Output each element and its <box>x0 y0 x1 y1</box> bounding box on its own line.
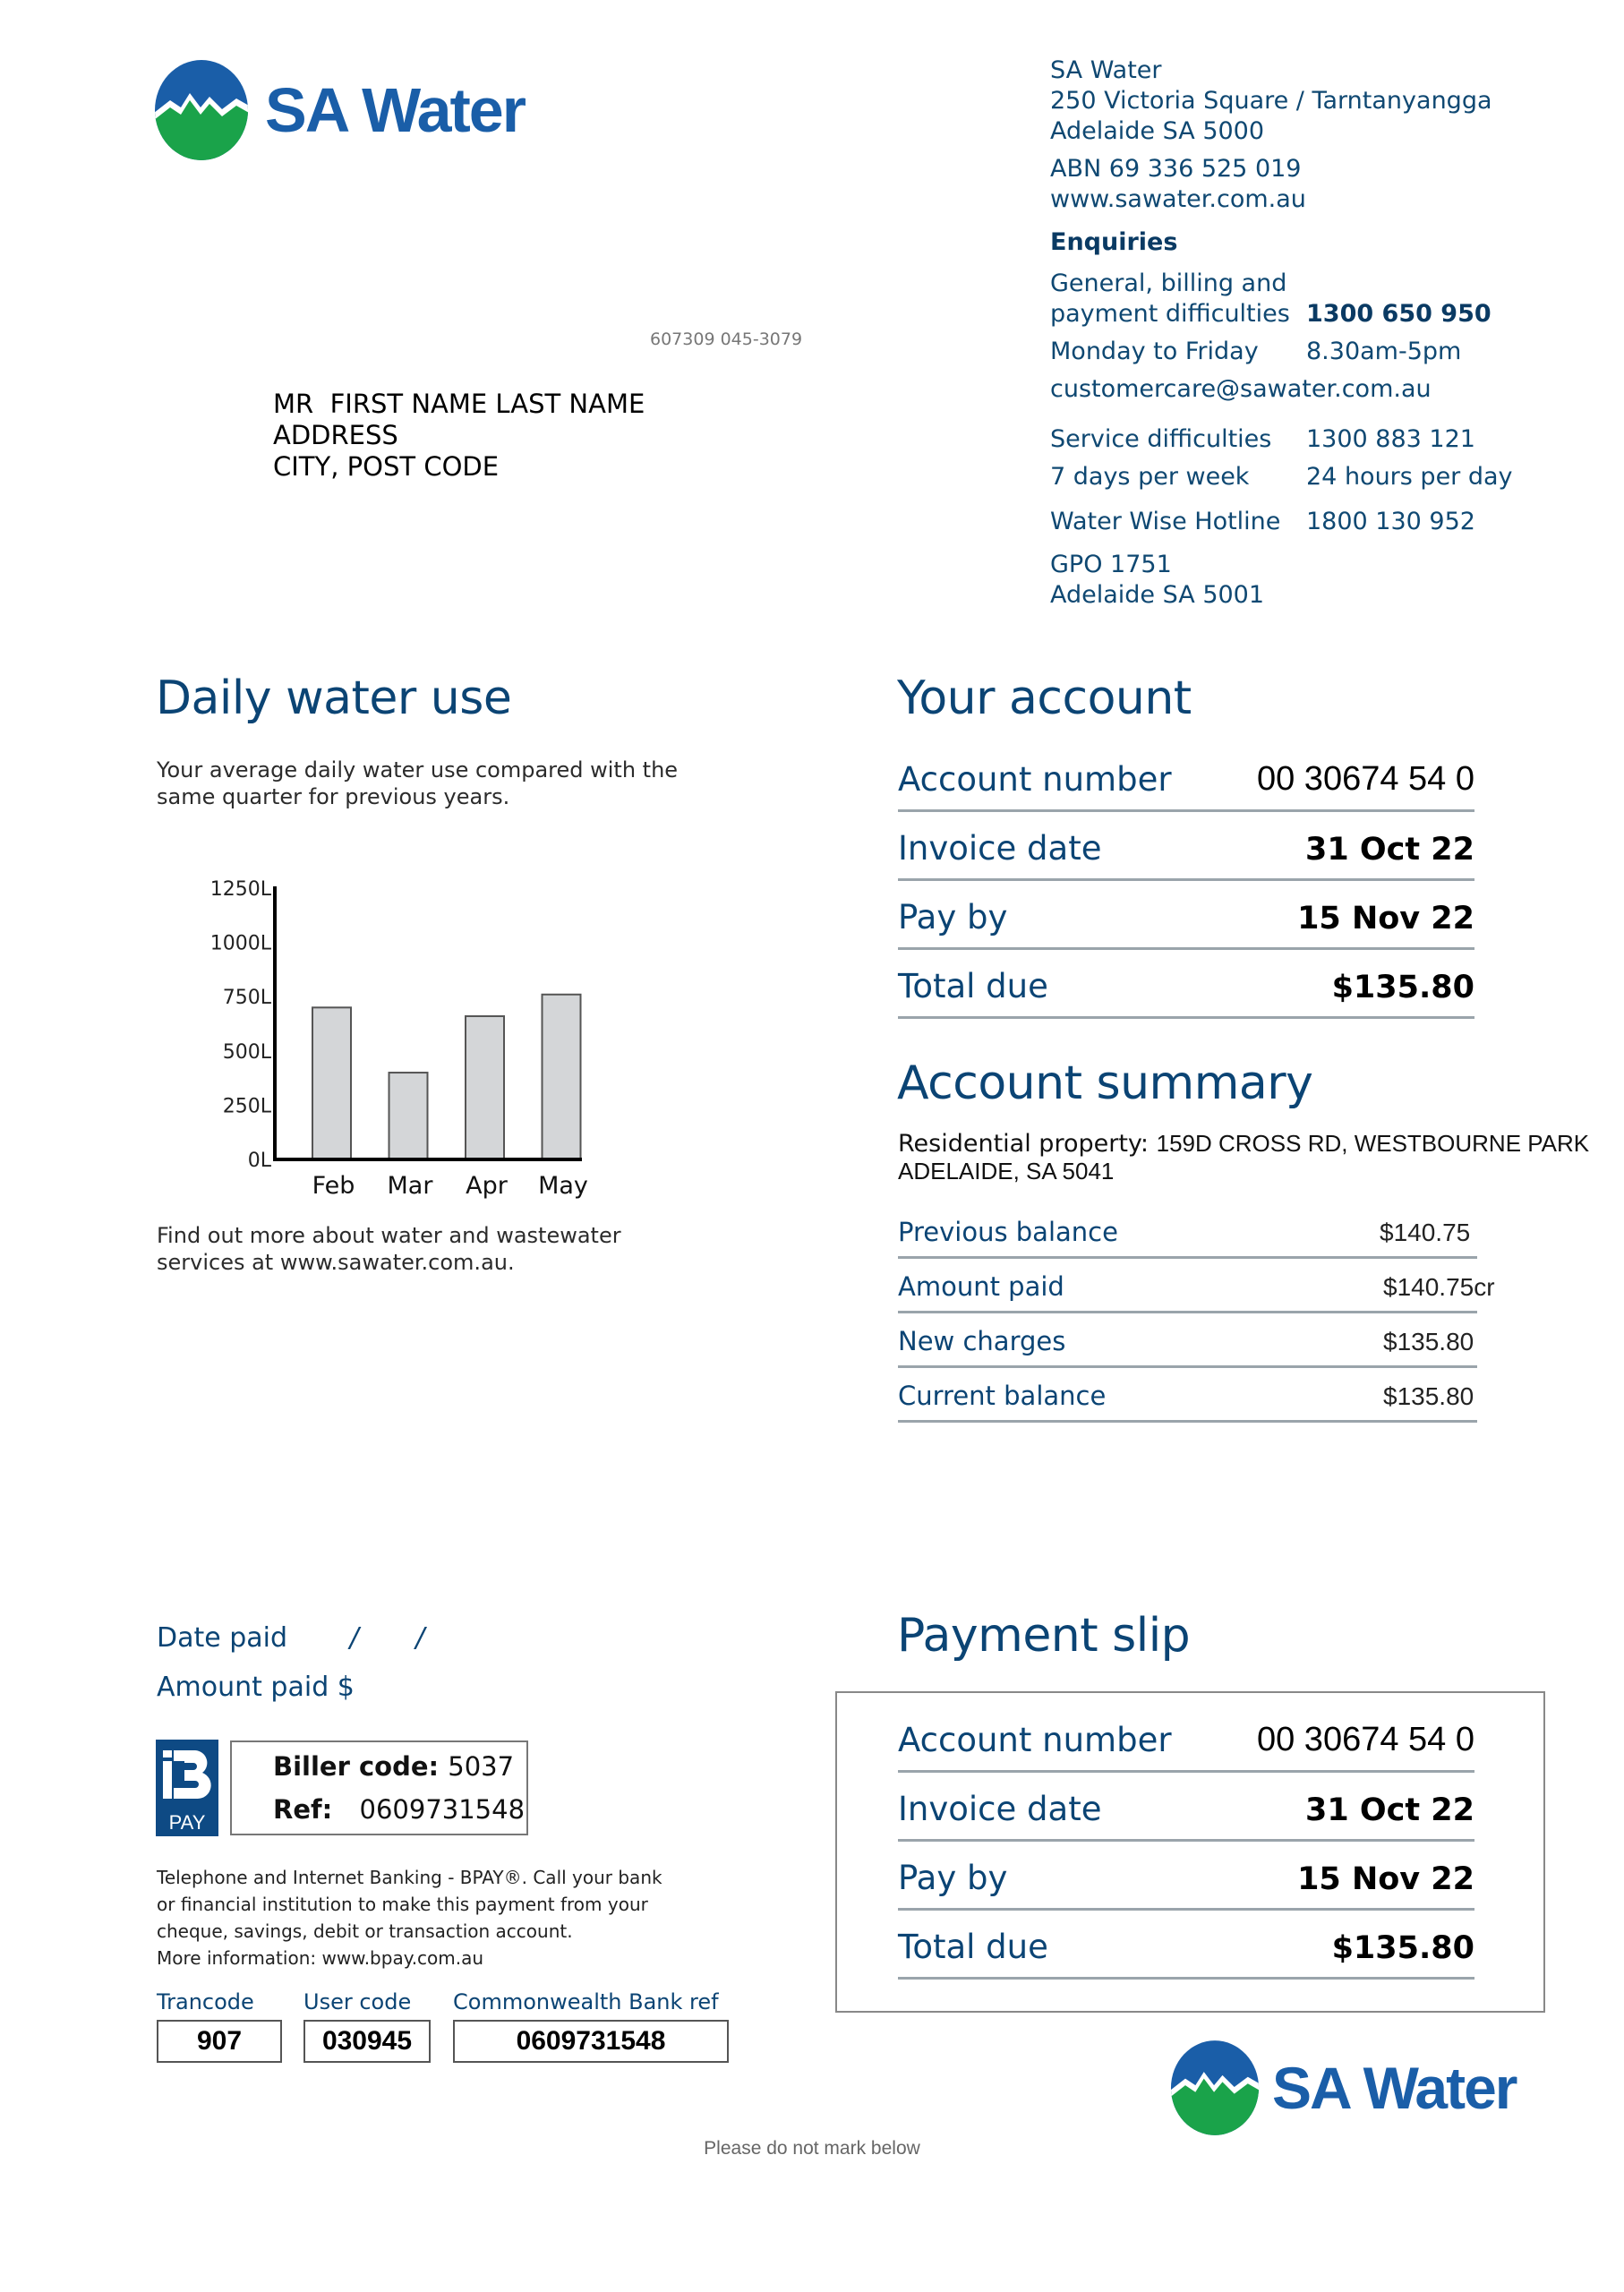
slip-pay-by-row <box>898 1842 1474 1911</box>
cba-ref-label: Commonwealth Bank ref <box>453 1989 719 2014</box>
hours-value: 8.30am-5pm <box>1306 338 1462 365</box>
waterwise-phone[interactable]: 1800 130 952 <box>1306 508 1475 535</box>
enquiries-heading: Enquiries <box>1050 228 1178 256</box>
sa-water-logo-bottom-text: SA Water <box>1272 2055 1517 2121</box>
y-tick-label: 750L <box>222 987 271 1010</box>
bpay-biller-box <box>230 1740 528 1835</box>
org-address-line2: Adelaide SA 5000 <box>1050 117 1265 145</box>
addressee-city: CITY, POST CODE <box>273 451 500 482</box>
bar-may <box>543 995 581 1159</box>
bar-mar <box>389 1073 428 1159</box>
sa-water-logo-bottom-icon <box>1170 2040 1260 2136</box>
slip-pay-by-label: Pay by <box>898 1859 1008 1897</box>
pay-by-row <box>898 881 1474 950</box>
bpay-info <box>157 1864 730 1971</box>
biller-code-value: 5037 <box>448 1751 515 1782</box>
slip-account-number-label: Account number <box>898 1721 1172 1759</box>
trancode-box: 907 <box>157 2020 282 2063</box>
account-summary-heading: Account summary <box>897 1056 1313 1110</box>
current-balance-label: Current balance <box>898 1381 1107 1411</box>
slip-invoice-date-label: Invoice date <box>898 1790 1102 1828</box>
po-city: Adelaide SA 5001 <box>1050 581 1265 609</box>
total-due-row <box>898 950 1474 1019</box>
bar-feb <box>312 1007 351 1159</box>
daily-water-use-chart <box>143 860 645 1200</box>
y-tick-label: 1000L <box>209 932 271 955</box>
service-label: Service difficulties <box>1050 425 1272 453</box>
website-link[interactable]: www.sawater.com.au <box>1050 185 1306 213</box>
your-account-table <box>898 743 1474 1019</box>
bpay-info-line1: Telephone and Internet Banking - BPAY®. Call your bank <box>157 1867 662 1888</box>
total-due-value: $135.80 <box>1331 970 1474 1005</box>
previous-balance-value: $140.75 <box>1380 1219 1471 1246</box>
slip-total-due-label: Total due <box>898 1928 1048 1966</box>
service-days: 7 days per week <box>1050 463 1250 491</box>
slip-pay-by-value: 15 Nov 22 <box>1297 1861 1474 1897</box>
slip-account-number-value: 00 30674 54 0 <box>1256 1721 1474 1758</box>
new-charges-label: New charges <box>898 1326 1066 1356</box>
y-tick-label: 500L <box>222 1040 271 1064</box>
trancode-label: Trancode <box>157 1989 254 2014</box>
property-address-line2: ADELAIDE, SA 5041 <box>898 1158 1115 1184</box>
residential-property <box>898 1130 1589 1185</box>
biller-code-label: Biller code: <box>273 1751 440 1782</box>
pay-by-label: Pay by <box>898 898 1008 936</box>
previous-balance-label: Previous balance <box>898 1217 1118 1247</box>
service-hours: 24 hours per day <box>1306 463 1513 491</box>
slip-invoice-date-row <box>898 1773 1474 1842</box>
new-charges-row <box>898 1313 1477 1368</box>
amount-paid-row <box>898 1259 1495 1313</box>
daily-water-use-footer: Find out more about water and wastewater services at www.sawater.com.au. <box>157 1223 621 1275</box>
your-account-heading: Your account <box>897 671 1192 725</box>
general-label-line2: payment difficulties <box>1050 300 1290 328</box>
date-paid-label: Date paid <box>157 1622 288 1654</box>
bar-apr <box>466 1016 504 1159</box>
waterwise-label: Water Wise Hotline <box>1050 508 1281 535</box>
date-separator-2: / <box>415 1622 425 1654</box>
service-phone[interactable]: 1300 883 121 <box>1306 425 1475 453</box>
bpay-logo-text: PAY <box>168 1811 206 1834</box>
x-tick-label: Apr <box>466 1172 508 1200</box>
date-separator-1: / <box>349 1622 359 1654</box>
property-label: Residential property: <box>898 1130 1150 1158</box>
previous-balance-row <box>898 1204 1477 1259</box>
user-code-box: 030945 <box>303 2020 431 2063</box>
property-address-line1: 159D CROSS RD, WESTBOURNE PARK <box>1156 1130 1590 1157</box>
sa-water-logo-text: SA Water <box>265 75 525 145</box>
bpay-info-line2: or financial institution to make this payment from your <box>157 1894 648 1915</box>
org-address-line1: 250 Victoria Square / Tarntanyangga <box>1050 87 1492 115</box>
account-number-label: Account number <box>898 760 1172 799</box>
payment-slip-table <box>898 1704 1474 1980</box>
sa-water-logo <box>154 59 525 161</box>
sa-water-logo-bottom <box>1170 2040 1517 2136</box>
account-summary-table <box>898 1204 1495 1423</box>
user-code-label: User code <box>303 1989 412 2014</box>
account-number-value: 00 30674 54 0 <box>1256 760 1474 798</box>
bpay-b-icon <box>156 1740 218 1811</box>
do-not-mark-note: Please do not mark below <box>704 2138 920 2159</box>
ref-value: 0609731548 <box>359 1794 526 1825</box>
sa-water-logo-icon <box>154 59 249 161</box>
pay-by-value: 15 Nov 22 <box>1297 901 1474 936</box>
account-number-row <box>898 743 1474 812</box>
mail-reference: 607309 045-3079 <box>650 329 803 349</box>
total-due-label: Total due <box>898 967 1048 1005</box>
bpay-info-line3: cheque, savings, debit or transaction account. <box>157 1920 573 1942</box>
general-phone[interactable]: 1300 650 950 <box>1306 300 1492 328</box>
y-tick-label: 0L <box>247 1150 271 1172</box>
email-link[interactable]: customercare@sawater.com.au <box>1050 375 1432 403</box>
x-tick-label: Feb <box>312 1172 355 1200</box>
po-box: GPO 1751 <box>1050 551 1172 578</box>
slip-account-number-row <box>898 1704 1474 1773</box>
general-label-line1: General, billing and <box>1050 269 1287 297</box>
slip-total-due-value: $135.80 <box>1331 1930 1474 1966</box>
bpay-info-line4: More information: www.bpay.com.au <box>157 1947 484 1969</box>
y-tick-label: 250L <box>222 1095 271 1118</box>
addressee-address: ADDRESS <box>273 420 398 450</box>
contact-block <box>1050 56 1605 611</box>
invoice-date-label: Invoice date <box>898 829 1102 868</box>
x-tick-label: May <box>538 1172 588 1200</box>
cba-ref-box: 0609731548 <box>453 2020 729 2063</box>
org-name: SA Water <box>1050 56 1162 84</box>
new-charges-value: $135.80 <box>1383 1328 1474 1356</box>
ref-label: Ref: <box>273 1794 333 1825</box>
daily-water-use-description: Your average daily water use compared with the same quarter for previous years. <box>157 757 679 809</box>
amount-paid-label: Amount paid <box>898 1271 1064 1302</box>
slip-total-due-row <box>898 1911 1474 1980</box>
addressee-name: MR FIRST NAME LAST NAME <box>273 389 645 419</box>
slip-invoice-date-value: 31 Oct 22 <box>1304 1792 1474 1828</box>
date-paid-field[interactable] <box>157 1622 424 1654</box>
invoice-date-value: 31 Oct 22 <box>1304 832 1474 868</box>
hours-label: Monday to Friday <box>1050 338 1259 365</box>
payment-slip-heading: Payment slip <box>897 1609 1191 1663</box>
bpay-logo <box>156 1740 218 1836</box>
amount-paid-value: $140.75cr <box>1383 1273 1495 1301</box>
current-balance-value: $135.80 <box>1383 1382 1474 1410</box>
y-tick-label: 1250L <box>209 878 271 901</box>
invoice-date-row <box>898 812 1474 881</box>
x-tick-label: Mar <box>387 1172 433 1200</box>
daily-water-use-heading: Daily water use <box>156 671 512 725</box>
addressee-block <box>273 389 645 483</box>
abn: ABN 69 336 525 019 <box>1050 155 1302 183</box>
amount-paid-field[interactable]: Amount paid $ <box>157 1672 355 1703</box>
current-balance-row <box>898 1368 1477 1423</box>
